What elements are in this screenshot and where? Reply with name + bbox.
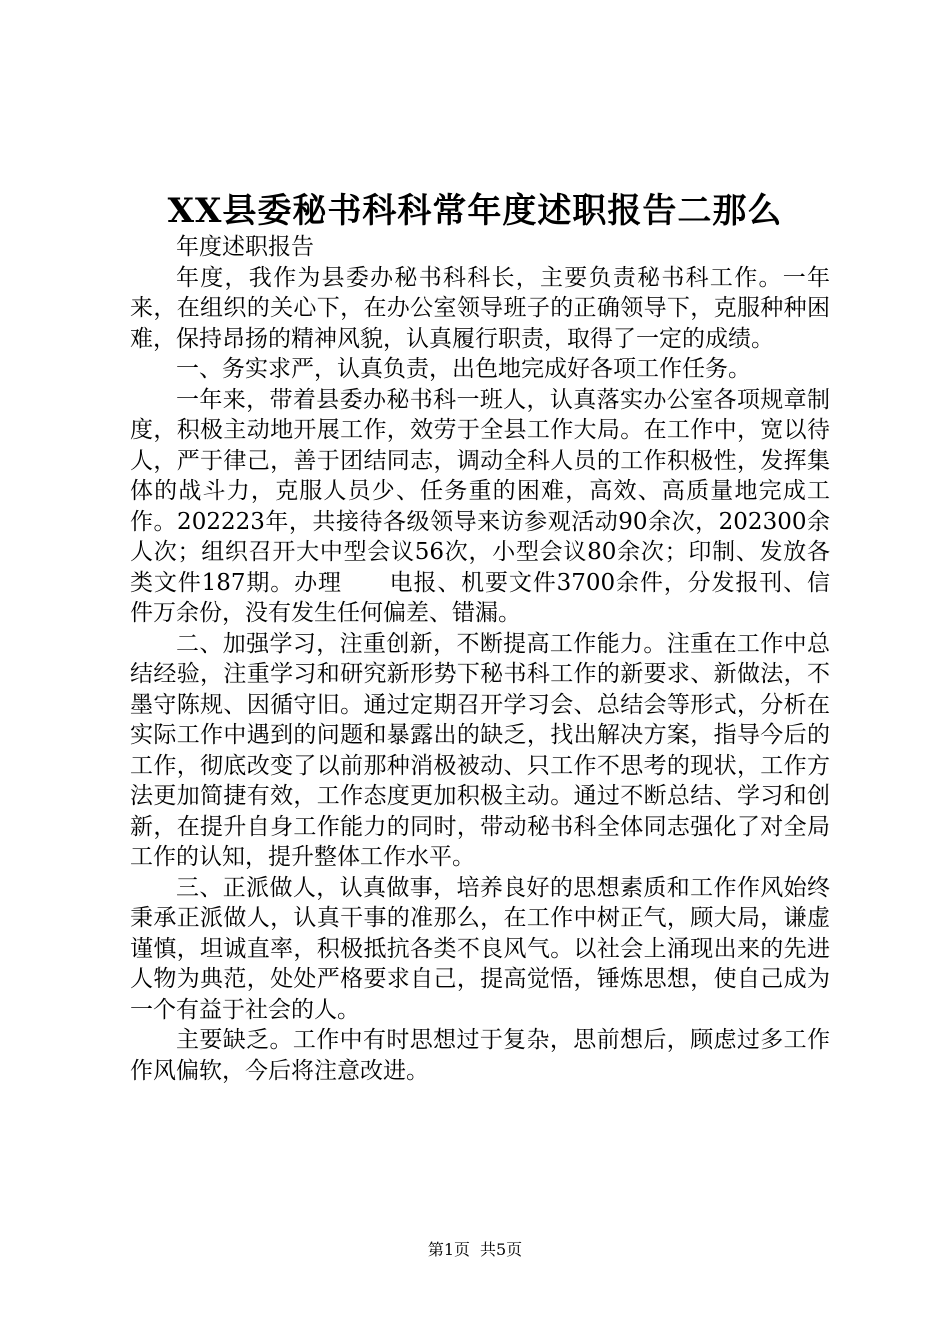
page-footer — [0, 1240, 950, 1260]
paragraph-shortcomings: 主要缺乏。工作中有时思想过于复杂，思前想后，顾虑过多工作作风偏软，今后将注意改进。 — [130, 1027, 830, 1084]
paragraph-subtitle: 年度述职报告 — [176, 234, 314, 260]
page-total: 共5页 — [480, 1240, 523, 1259]
paragraph-section-3: 三、正派做人，认真做事，培养良好的思想素质和工作作风始终秉承正派做人，认真干事的准那么，在工作中树正气，顾大局，谦虚谨慎，坦诚直率，积极抵抗各类不良风气。以社会上涌现出来的先进人物为典范，处处严格要求自己，提高觉悟，锤炼思想，使自己成为一个有益于社会的人。 — [130, 874, 830, 1023]
paragraph-section-2: 二、加强学习，注重创新，不断提高工作能力。注重在工作中总结经验，注重学习和研究新形势下秘书科工作的新要求、新做法，不墨守陈规、因循守旧。通过定期召开学习会、总结会等形式，分析在实际工作中遇到的问题和暴露出的缺乏，找出解决方案，指导今后的工作，彻底改变了以前那种消极被动、只工作不思考的现状，工作方法更加简捷有效，工作态度更加积极主动。通过不断总结、学习和创新，在提升自身工作能力的同时，带动秘书科全体同志强化了对全局工作的认知，提升整体工作水平。 — [130, 630, 830, 870]
paragraph-intro: 年度，我作为县委办秘书科科长，主要负责秘书科工作。一年来，在组织的关心下，在办公室领导班子的正确领导下，克服种种困难，保持昂扬的精神风貌，认真履行职责，取得了一定的成绩。 — [130, 264, 830, 352]
document-title: XX县委秘书科科常年度述职报告二那么 — [167, 191, 783, 231]
paragraph-section-1-body: 一年来，带着县委办秘书科一班人，认真落实办公室各项规章制度，积极主动地开展工作，效劳于全县工作大局。在工作中，宽以待人，严于律己，善于团结同志，调动全科人员的工作积极性，发挥集体的战斗力，克服人员少、任务重的困难，高效、高质量地完成工作。202223年，共接待各级领导来访参观活动90余次，202300余人次；组织召开大中型会议56次，小型会议80余次；印制、发放各类文件187期。办理 电报、机要文件3700余件，分发报刊、信件万余份，没有发生任何偏差、错漏。 — [130, 386, 830, 626]
page-number: 第1页 — [427, 1240, 470, 1259]
document-body — [130, 232, 830, 1086]
paragraph-section-1-heading: 一、务实求严，认真负责，出色地完成好各项工作任务。 — [176, 356, 751, 382]
